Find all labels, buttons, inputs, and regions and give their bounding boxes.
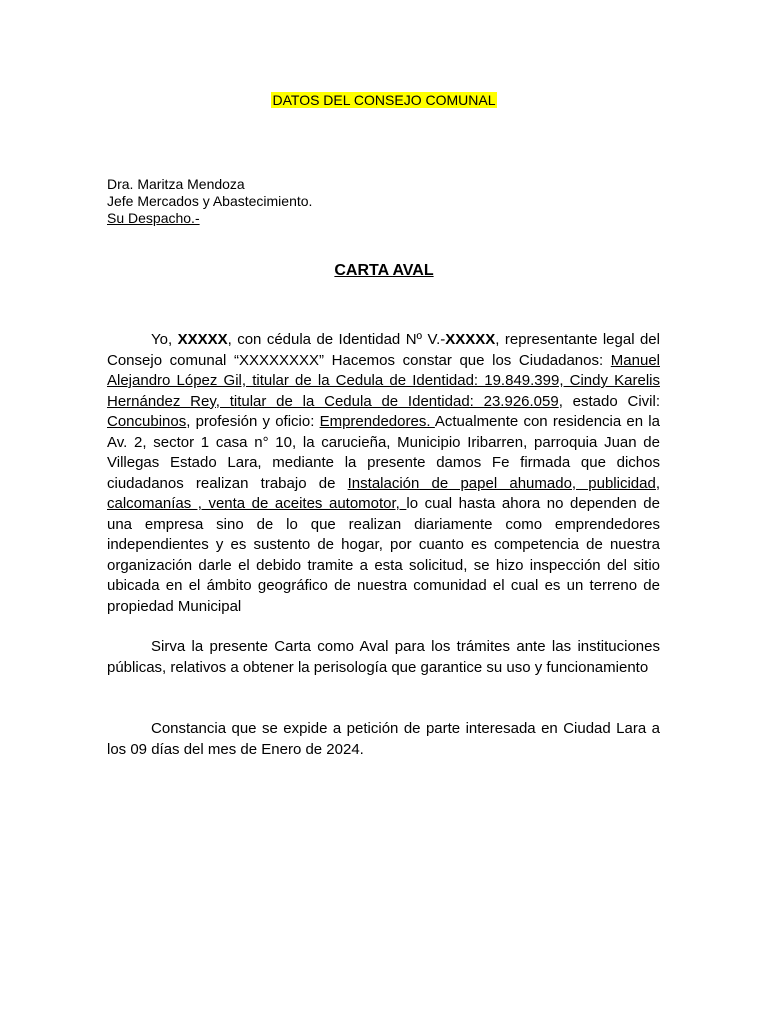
p1-text-7: lo cual hasta ahora no dependen de una empresa sino de lo que realizan diariamente como emprendedores independientes y es sustento de hogar, por cuanto es competencia de nuestra organización darle el debido tramite a esta solicitud, se hizo inspección del sitio ubicada en el ámbito geográfico de nuestra comunidad el cual es un terreno de propiedad Municipal <box>107 495 660 615</box>
addressee-position: Jefe Mercados y Abastecimiento. <box>107 193 313 209</box>
council-data-label: DATOS DEL CONSEJO COMUNAL <box>272 92 496 108</box>
p1-text-6: Actualmente con residencia en la Av. 2, sector 1 casa n° 10, la carucieña, Municipio Iribarren, parroquia Juan de Villegas Estado Lara, mediante la presente damos Fe firmada que dichos ciudadanos realizan trabajo de <box>107 413 660 492</box>
citizens-list: Manuel Alejandro López Gil, titular de la Cedula de Identidad: 19.849.399, Cindy Karelis Hernández Rey, titular de la Cedula de Identidad: 23.926.059 <box>107 351 660 410</box>
body-paragraph-1 <box>107 330 660 617</box>
p1-text-4: , estado Civil: <box>558 392 660 410</box>
p3-text: Constancia que se expide a petición de parte interesada en Ciudad Lara a los 09 días del mes de Enero de 2024. <box>107 720 660 758</box>
document-title: CARTA AVAL <box>334 262 434 279</box>
civil-status: Concubinos <box>107 413 187 430</box>
activities: Instalación de papel ahumado, publicidad, calcomanías , venta de aceites automotor, <box>107 474 660 512</box>
addressee-salutation: Su Despacho.- <box>107 210 200 226</box>
p1-text-3: , representante legal del Consejo comunal “XXXXXXXX” Hacemos constar que los Ciudadanos: <box>107 331 660 369</box>
p1-text-5: , profesión y oficio: <box>186 413 320 430</box>
profession: Emprendedores. <box>319 413 435 430</box>
addressee-name: Dra. Maritza Mendoza <box>107 176 245 192</box>
name-placeholder: XXXXX <box>177 331 228 348</box>
p1-text-2: , con cédula de Identidad Nº V.- <box>227 331 446 348</box>
addressee-block <box>107 176 312 227</box>
p2-text: Sirva la presente Carta como Aval para los trámites ante las instituciones públicas, relativos a obtener la perisología que garantice su uso y funcionamiento <box>107 638 660 676</box>
p1-text-1: Yo, <box>151 331 178 348</box>
id-placeholder: XXXXX <box>445 331 496 348</box>
council-data-header <box>0 91 768 109</box>
body-paragraph-3 <box>107 719 660 760</box>
body-paragraph-2 <box>107 637 660 678</box>
